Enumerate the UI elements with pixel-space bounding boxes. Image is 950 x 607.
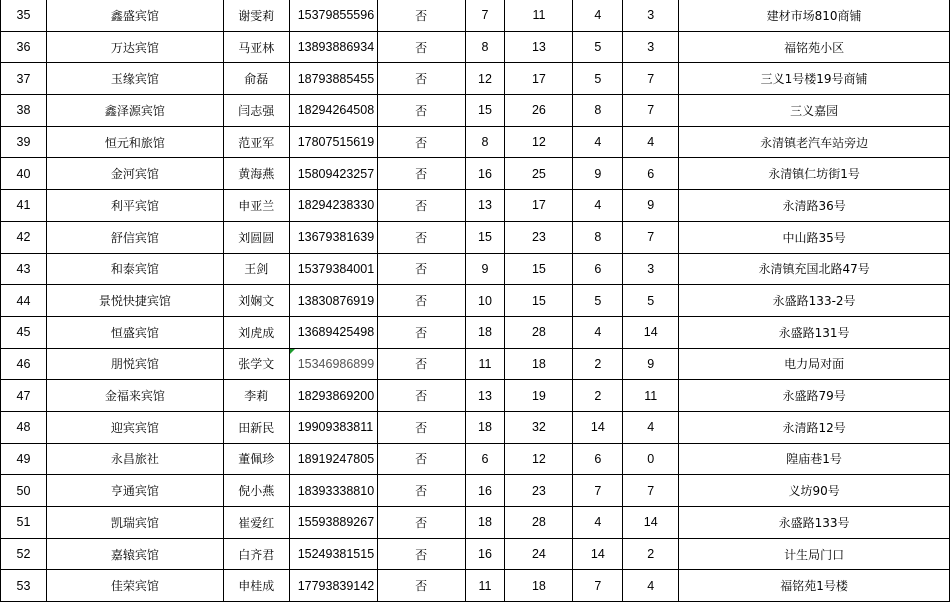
address-cell: 电力局对面 <box>679 348 950 380</box>
hotel-name-cell: 景悦快捷宾馆 <box>46 285 223 317</box>
phone-cell: 18793885455 <box>289 63 377 95</box>
hotel-name-cell: 永昌旅社 <box>46 443 223 475</box>
contact-person-cell: 倪小燕 <box>223 475 289 507</box>
table-row <box>1 126 950 158</box>
count-4-cell: 4 <box>623 570 679 602</box>
row-number-cell: 51 <box>1 507 47 539</box>
hotel-name-cell: 鑫盛宾馆 <box>46 0 223 31</box>
contact-person-cell: 李莉 <box>223 380 289 412</box>
phone-cell: 18294264508 <box>289 95 377 127</box>
count-1-cell: 15 <box>465 95 505 127</box>
hotel-name-cell: 金福来宾馆 <box>46 380 223 412</box>
count-4-cell: 7 <box>623 475 679 507</box>
table-row <box>1 158 950 190</box>
count-1-cell: 12 <box>465 63 505 95</box>
hotel-name-cell: 凯瑞宾馆 <box>46 507 223 539</box>
table-row <box>1 316 950 348</box>
count-3-cell: 6 <box>573 253 623 285</box>
address-cell: 永清路12号 <box>679 411 950 443</box>
table-row <box>1 507 950 539</box>
flag-cell: 否 <box>377 190 465 222</box>
flag-cell: 否 <box>377 253 465 285</box>
table-body <box>1 0 950 602</box>
row-number-cell: 49 <box>1 443 47 475</box>
row-number-cell: 53 <box>1 570 47 602</box>
count-1-cell: 10 <box>465 285 505 317</box>
row-number-cell: 42 <box>1 221 47 253</box>
count-4-cell: 14 <box>623 316 679 348</box>
hotel-name-cell: 嘉辕宾馆 <box>46 538 223 570</box>
count-2-cell: 13 <box>505 31 573 63</box>
table-row <box>1 31 950 63</box>
hotel-name-cell: 佳荣宾馆 <box>46 570 223 602</box>
hotel-name-cell: 恒元和旅馆 <box>46 126 223 158</box>
contact-person-cell: 王剑 <box>223 253 289 285</box>
table-row <box>1 63 950 95</box>
contact-person-cell: 董佩珍 <box>223 443 289 475</box>
flag-cell: 否 <box>377 221 465 253</box>
count-4-cell: 7 <box>623 221 679 253</box>
contact-person-cell: 谢雯莉 <box>223 0 289 31</box>
count-4-cell: 5 <box>623 285 679 317</box>
count-3-cell: 2 <box>573 348 623 380</box>
count-1-cell: 16 <box>465 538 505 570</box>
count-3-cell: 4 <box>573 190 623 222</box>
address-cell: 建材市场810商铺 <box>679 0 950 31</box>
count-3-cell: 7 <box>573 570 623 602</box>
count-1-cell: 18 <box>465 316 505 348</box>
phone-cell: 15379855596 <box>289 0 377 31</box>
count-3-cell: 5 <box>573 31 623 63</box>
phone-cell: 15379384001 <box>289 253 377 285</box>
row-number-cell: 35 <box>1 0 47 31</box>
row-number-cell: 52 <box>1 538 47 570</box>
flag-cell: 否 <box>377 63 465 95</box>
row-number-cell: 50 <box>1 475 47 507</box>
count-1-cell: 16 <box>465 158 505 190</box>
address-cell: 永清路36号 <box>679 190 950 222</box>
count-2-cell: 15 <box>505 253 573 285</box>
count-4-cell: 14 <box>623 507 679 539</box>
contact-person-cell: 刘娴文 <box>223 285 289 317</box>
phone-cell: 13893886934 <box>289 31 377 63</box>
count-3-cell: 8 <box>573 221 623 253</box>
count-3-cell: 14 <box>573 538 623 570</box>
flag-cell: 否 <box>377 158 465 190</box>
phone-cell: 17793839142 <box>289 570 377 602</box>
count-4-cell: 3 <box>623 253 679 285</box>
flag-cell: 否 <box>377 316 465 348</box>
count-3-cell: 5 <box>573 63 623 95</box>
flag-cell: 否 <box>377 0 465 31</box>
hotel-name-cell: 玉缘宾馆 <box>46 63 223 95</box>
contact-person-cell: 张学文 <box>223 348 289 380</box>
count-4-cell: 4 <box>623 411 679 443</box>
count-1-cell: 9 <box>465 253 505 285</box>
count-2-cell: 23 <box>505 221 573 253</box>
phone-cell: 18919247805 <box>289 443 377 475</box>
hotel-name-cell: 金河宾馆 <box>46 158 223 190</box>
contact-person-cell: 崔爱红 <box>223 507 289 539</box>
phone-cell: 15346986899 <box>289 348 377 380</box>
count-4-cell: 2 <box>623 538 679 570</box>
flag-cell: 否 <box>377 475 465 507</box>
count-2-cell: 17 <box>505 190 573 222</box>
count-2-cell: 24 <box>505 538 573 570</box>
phone-cell: 15593889267 <box>289 507 377 539</box>
row-number-cell: 41 <box>1 190 47 222</box>
address-cell: 三义嘉园 <box>679 95 950 127</box>
count-2-cell: 11 <box>505 0 573 31</box>
count-1-cell: 7 <box>465 0 505 31</box>
phone-cell: 19909383811 <box>289 411 377 443</box>
phone-cell: 18294238330 <box>289 190 377 222</box>
count-1-cell: 11 <box>465 570 505 602</box>
count-2-cell: 28 <box>505 507 573 539</box>
flag-cell: 否 <box>377 443 465 475</box>
flag-cell: 否 <box>377 31 465 63</box>
phone-cell: 15249381515 <box>289 538 377 570</box>
count-3-cell: 4 <box>573 126 623 158</box>
count-3-cell: 8 <box>573 95 623 127</box>
phone-cell: 13830876919 <box>289 285 377 317</box>
row-number-cell: 36 <box>1 31 47 63</box>
count-3-cell: 6 <box>573 443 623 475</box>
flag-cell: 否 <box>377 285 465 317</box>
count-2-cell: 15 <box>505 285 573 317</box>
row-number-cell: 46 <box>1 348 47 380</box>
table-row <box>1 538 950 570</box>
flag-cell: 否 <box>377 380 465 412</box>
contact-person-cell: 范亚军 <box>223 126 289 158</box>
contact-person-cell: 刘圆圆 <box>223 221 289 253</box>
phone-cell: 17807515619 <box>289 126 377 158</box>
contact-person-cell: 田新民 <box>223 411 289 443</box>
address-cell: 中山路35号 <box>679 221 950 253</box>
count-1-cell: 15 <box>465 221 505 253</box>
count-4-cell: 4 <box>623 126 679 158</box>
count-4-cell: 9 <box>623 190 679 222</box>
table-row <box>1 221 950 253</box>
count-3-cell: 9 <box>573 158 623 190</box>
count-2-cell: 17 <box>505 63 573 95</box>
row-number-cell: 45 <box>1 316 47 348</box>
count-3-cell: 4 <box>573 316 623 348</box>
address-cell: 三义1号楼19号商铺 <box>679 63 950 95</box>
table-row <box>1 95 950 127</box>
count-1-cell: 13 <box>465 190 505 222</box>
count-2-cell: 28 <box>505 316 573 348</box>
flag-cell: 否 <box>377 95 465 127</box>
phone-cell: 18293869200 <box>289 380 377 412</box>
flag-cell: 否 <box>377 348 465 380</box>
count-4-cell: 3 <box>623 0 679 31</box>
row-number-cell: 39 <box>1 126 47 158</box>
table-row <box>1 0 950 31</box>
count-1-cell: 18 <box>465 507 505 539</box>
count-2-cell: 18 <box>505 570 573 602</box>
count-4-cell: 7 <box>623 63 679 95</box>
address-cell: 永清镇老汽车站旁边 <box>679 126 950 158</box>
hotel-name-cell: 迎宾宾馆 <box>46 411 223 443</box>
contact-person-cell: 白齐君 <box>223 538 289 570</box>
count-2-cell: 18 <box>505 348 573 380</box>
count-4-cell: 3 <box>623 31 679 63</box>
table-row <box>1 570 950 602</box>
phone-cell: 18393338810 <box>289 475 377 507</box>
flag-cell: 否 <box>377 570 465 602</box>
flag-cell: 否 <box>377 126 465 158</box>
count-2-cell: 25 <box>505 158 573 190</box>
hotel-name-cell: 和泰宾馆 <box>46 253 223 285</box>
address-cell: 隍庙巷1号 <box>679 443 950 475</box>
count-3-cell: 7 <box>573 475 623 507</box>
row-number-cell: 40 <box>1 158 47 190</box>
count-3-cell: 4 <box>573 0 623 31</box>
hotel-name-cell: 万达宾馆 <box>46 31 223 63</box>
address-cell: 义坊90号 <box>679 475 950 507</box>
address-cell: 永清镇仁坊街1号 <box>679 158 950 190</box>
row-number-cell: 43 <box>1 253 47 285</box>
table-row <box>1 190 950 222</box>
count-2-cell: 23 <box>505 475 573 507</box>
phone-cell: 13689425498 <box>289 316 377 348</box>
address-cell: 永盛路133号 <box>679 507 950 539</box>
contact-person-cell: 申亚兰 <box>223 190 289 222</box>
count-2-cell: 12 <box>505 126 573 158</box>
row-number-cell: 48 <box>1 411 47 443</box>
table-row <box>1 380 950 412</box>
phone-cell: 15809423257 <box>289 158 377 190</box>
count-3-cell: 14 <box>573 411 623 443</box>
contact-person-cell: 申桂成 <box>223 570 289 602</box>
address-cell: 永清镇充国北路47号 <box>679 253 950 285</box>
count-3-cell: 5 <box>573 285 623 317</box>
contact-person-cell: 俞磊 <box>223 63 289 95</box>
table-row <box>1 411 950 443</box>
count-1-cell: 6 <box>465 443 505 475</box>
count-4-cell: 9 <box>623 348 679 380</box>
count-1-cell: 8 <box>465 126 505 158</box>
count-3-cell: 2 <box>573 380 623 412</box>
hotel-name-cell: 利平宾馆 <box>46 190 223 222</box>
count-4-cell: 0 <box>623 443 679 475</box>
table-row <box>1 475 950 507</box>
address-cell: 福铭苑小区 <box>679 31 950 63</box>
row-number-cell: 38 <box>1 95 47 127</box>
table-row <box>1 348 950 380</box>
row-number-cell: 47 <box>1 380 47 412</box>
count-3-cell: 4 <box>573 507 623 539</box>
contact-person-cell: 闫志强 <box>223 95 289 127</box>
contact-person-cell: 黄海燕 <box>223 158 289 190</box>
count-4-cell: 6 <box>623 158 679 190</box>
count-4-cell: 11 <box>623 380 679 412</box>
row-number-cell: 44 <box>1 285 47 317</box>
address-cell: 永盛路133-2号 <box>679 285 950 317</box>
contact-person-cell: 马亚林 <box>223 31 289 63</box>
count-2-cell: 26 <box>505 95 573 127</box>
table-row <box>1 285 950 317</box>
address-cell: 计生局门口 <box>679 538 950 570</box>
flag-cell: 否 <box>377 538 465 570</box>
count-2-cell: 32 <box>505 411 573 443</box>
contact-person-cell: 刘虎成 <box>223 316 289 348</box>
address-cell: 福铭苑1号楼 <box>679 570 950 602</box>
count-1-cell: 16 <box>465 475 505 507</box>
address-cell: 永盛路79号 <box>679 380 950 412</box>
hotel-name-cell: 恒盛宾馆 <box>46 316 223 348</box>
hotel-name-cell: 朋悦宾馆 <box>46 348 223 380</box>
phone-cell: 13679381639 <box>289 221 377 253</box>
hotel-name-cell: 亨通宾馆 <box>46 475 223 507</box>
table-row <box>1 443 950 475</box>
count-4-cell: 7 <box>623 95 679 127</box>
count-1-cell: 18 <box>465 411 505 443</box>
hotel-name-cell: 舒信宾馆 <box>46 221 223 253</box>
count-1-cell: 11 <box>465 348 505 380</box>
count-2-cell: 12 <box>505 443 573 475</box>
hotel-name-cell: 鑫泽源宾馆 <box>46 95 223 127</box>
count-2-cell: 19 <box>505 380 573 412</box>
flag-cell: 否 <box>377 507 465 539</box>
count-1-cell: 8 <box>465 31 505 63</box>
address-cell: 永盛路131号 <box>679 316 950 348</box>
table-row <box>1 253 950 285</box>
count-1-cell: 13 <box>465 380 505 412</box>
flag-cell: 否 <box>377 411 465 443</box>
row-number-cell: 37 <box>1 63 47 95</box>
